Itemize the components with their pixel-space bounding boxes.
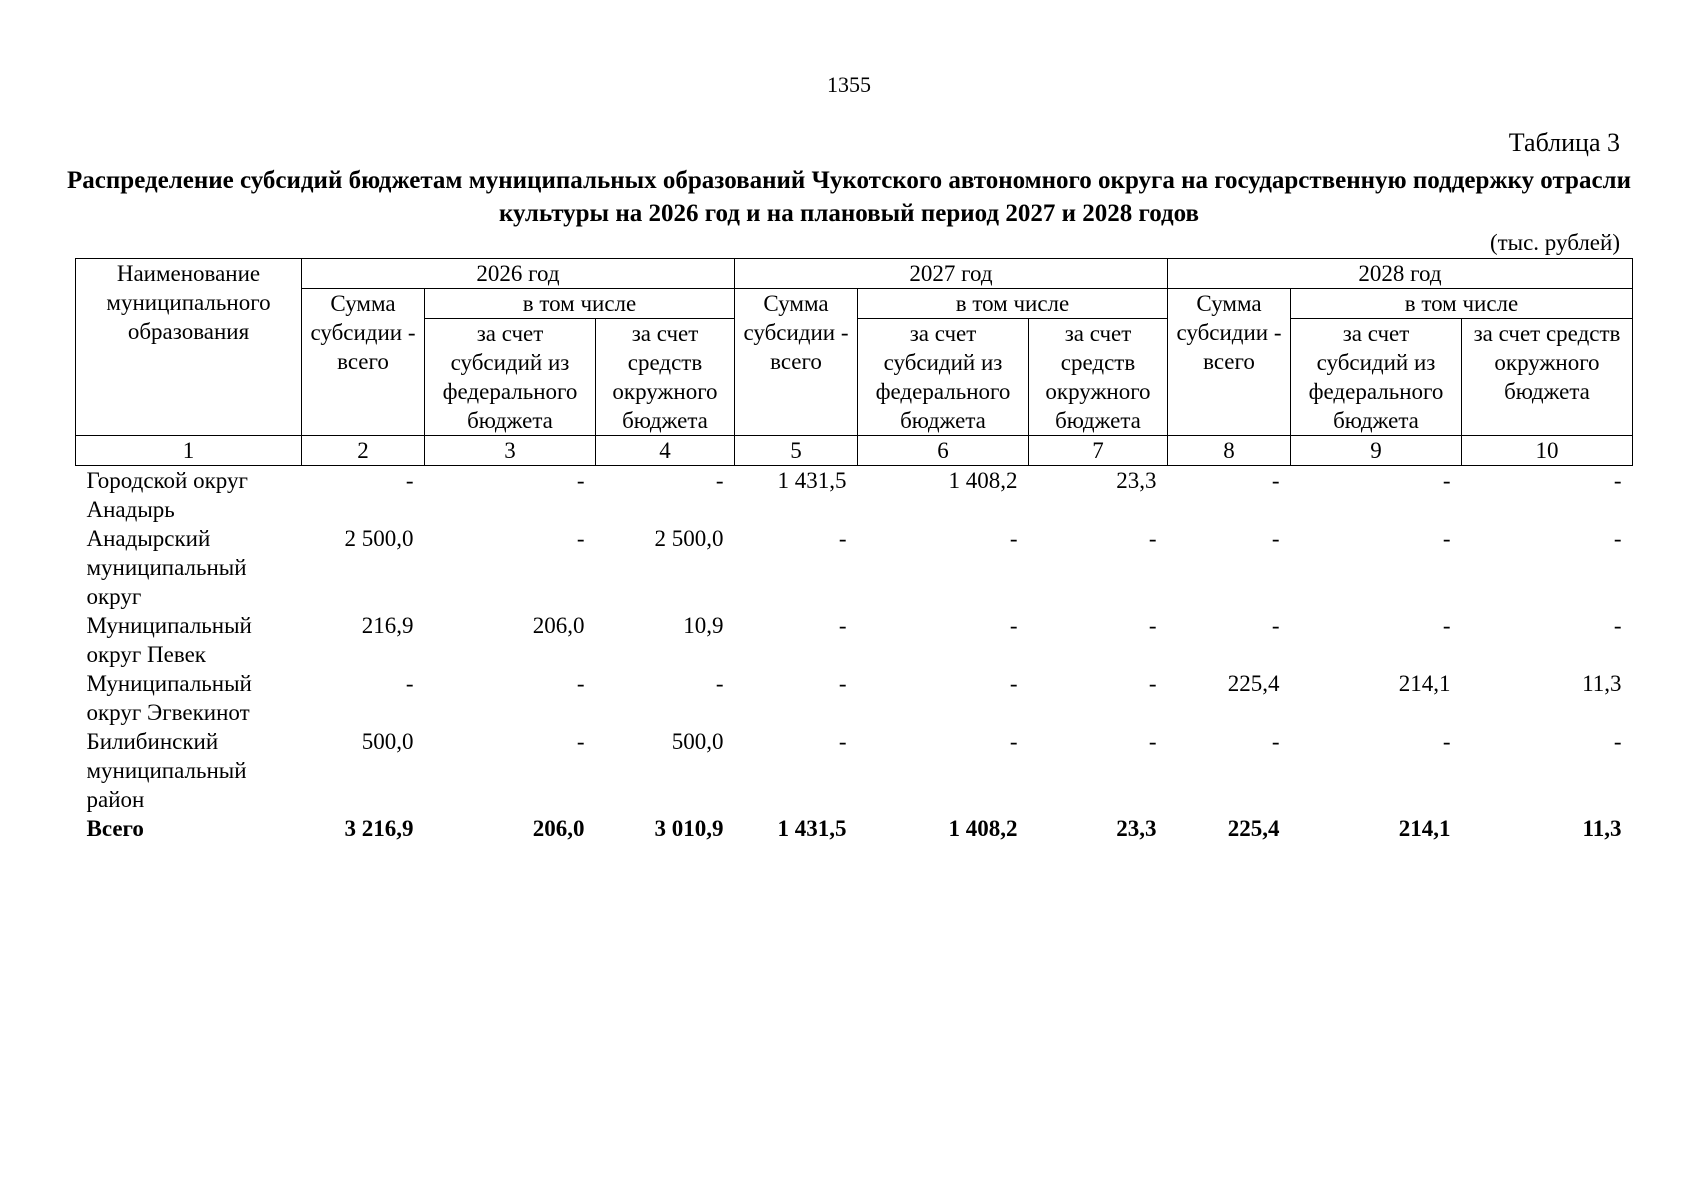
table-cell: -	[1009, 729, 1018, 754]
table-cell: -	[1442, 729, 1451, 754]
table-cell: -	[838, 671, 847, 696]
table-cell: 206,0	[532, 613, 585, 638]
col-number: 2	[302, 436, 425, 466]
header-total-2028: Сумма субсидии - всего	[1168, 289, 1291, 436]
table-cell: 500,0	[361, 729, 414, 754]
col-number: 8	[1168, 436, 1291, 466]
table-cell: -	[1442, 613, 1451, 638]
table-cell: 225,4	[1227, 671, 1280, 696]
header-including-2028: в том числе	[1291, 289, 1633, 319]
table-cell: -	[1148, 671, 1157, 696]
table-row	[76, 669, 1633, 727]
header-regional-2027: за счет средств окружного бюджета	[1029, 319, 1168, 436]
table-cell: -	[1009, 613, 1018, 638]
table-cell: -	[715, 468, 724, 493]
header-total-2027: Сумма субсидии - всего	[735, 289, 858, 436]
header-federal-2026: за счет субсидий из федерального бюджета	[425, 319, 596, 436]
header-year-2027: 2027 год	[735, 259, 1168, 289]
col-number: 7	[1029, 436, 1168, 466]
table-row	[76, 466, 1633, 525]
table-row	[76, 727, 1633, 814]
table-cell: -	[576, 468, 585, 493]
municipality-name: Билибинский муниципальный район	[86, 729, 247, 812]
table-cell: -	[715, 671, 724, 696]
total-cell: 23,3	[1116, 816, 1157, 841]
total-cell: 1 431,5	[777, 816, 847, 841]
header-year-2028: 2028 год	[1168, 259, 1633, 289]
total-cell: 11,3	[1582, 816, 1622, 841]
table-header	[76, 259, 1633, 466]
municipality-name: Городской округ Анадырь	[86, 468, 248, 522]
table-cell: 10,9	[683, 613, 724, 638]
table-cell: -	[1613, 729, 1622, 754]
table-cell: -	[1271, 468, 1280, 493]
table-cell: -	[405, 468, 414, 493]
total-row	[76, 814, 1633, 843]
header-name-col: Наименование муниципального образования	[76, 259, 302, 436]
table-cell: -	[838, 729, 847, 754]
table-cell: -	[1271, 526, 1280, 551]
col-number: 9	[1291, 436, 1462, 466]
table-cell: 11,3	[1582, 671, 1622, 696]
municipality-name: Муниципальный округ Певек	[86, 613, 252, 667]
table-cell: -	[1148, 729, 1157, 754]
table-cell: -	[1148, 613, 1157, 638]
table-cell: 2 500,0	[654, 526, 724, 551]
col-number: 1	[76, 436, 302, 466]
table-cell: -	[1442, 468, 1451, 493]
col-number: 6	[858, 436, 1029, 466]
col-number: 3	[425, 436, 596, 466]
municipality-name: Анадырский муниципальный округ	[86, 526, 247, 609]
table-cell: -	[1148, 526, 1157, 551]
total-cell: 206,0	[532, 816, 585, 841]
table-cell: 214,1	[1398, 671, 1451, 696]
table-cell: 2 500,0	[344, 526, 414, 551]
table-cell: -	[576, 526, 585, 551]
table-row	[76, 524, 1633, 611]
column-number-row	[76, 436, 1633, 466]
table-label: Таблица 3	[1508, 128, 1620, 157]
document-title: Распределение субсидий бюджетам муниципальных образований Чукотского автономного округа на государственную поддержку отрасли культуры на 2026 год и на плановый период 2027 и 2028 годов	[67, 167, 1631, 227]
municipality-name: Муниципальный округ Эгвекинот	[86, 671, 252, 725]
header-federal-2027: за счет субсидий из федерального бюджета	[858, 319, 1029, 436]
subsidy-table	[75, 258, 1633, 843]
table-cell: -	[1271, 729, 1280, 754]
header-including-2026: в том числе	[425, 289, 735, 319]
table-cell: -	[1613, 468, 1622, 493]
header-regional-2028: за счет средств окружного бюджета	[1462, 319, 1633, 436]
table-cell: 216,9	[361, 613, 414, 638]
table-cell: -	[1271, 613, 1280, 638]
table-cell: 23,3	[1116, 468, 1157, 493]
col-number: 10	[1462, 436, 1633, 466]
total-cell: 3 216,9	[344, 816, 414, 841]
table-cell: 500,0	[671, 729, 724, 754]
table-cell: -	[1442, 526, 1451, 551]
table-cell: 1 431,5	[777, 468, 847, 493]
table-cell: -	[838, 613, 847, 638]
table-cell: -	[576, 671, 585, 696]
header-year-2026: 2026 год	[302, 259, 735, 289]
table-cell: -	[405, 671, 414, 696]
col-number: 4	[596, 436, 735, 466]
total-cell: 3 010,9	[654, 816, 724, 841]
total-cell: 1 408,2	[948, 816, 1018, 841]
header-federal-2028: за счет субсидий из федерального бюджета	[1291, 319, 1462, 436]
table-body	[76, 466, 1633, 844]
header-regional-2026: за счет средств окружного бюджета	[596, 319, 735, 436]
table-cell: -	[576, 729, 585, 754]
header-including-2027: в том числе	[858, 289, 1168, 319]
table-cell: -	[1009, 526, 1018, 551]
units-label: (тыс. рублей)	[1489, 230, 1620, 255]
table-cell: -	[838, 526, 847, 551]
total-cell: 225,4	[1227, 816, 1280, 841]
total-cell: 214,1	[1398, 816, 1451, 841]
total-label: Всего	[86, 816, 144, 841]
table-cell: -	[1613, 526, 1622, 551]
table-cell: 1 408,2	[948, 468, 1018, 493]
col-number: 5	[735, 436, 858, 466]
table-cell: -	[1009, 671, 1018, 696]
page-number: 1355	[827, 72, 871, 97]
header-total-2026: Сумма субсидии - всего	[302, 289, 425, 436]
table-row	[76, 611, 1633, 669]
table-cell: -	[1613, 613, 1622, 638]
